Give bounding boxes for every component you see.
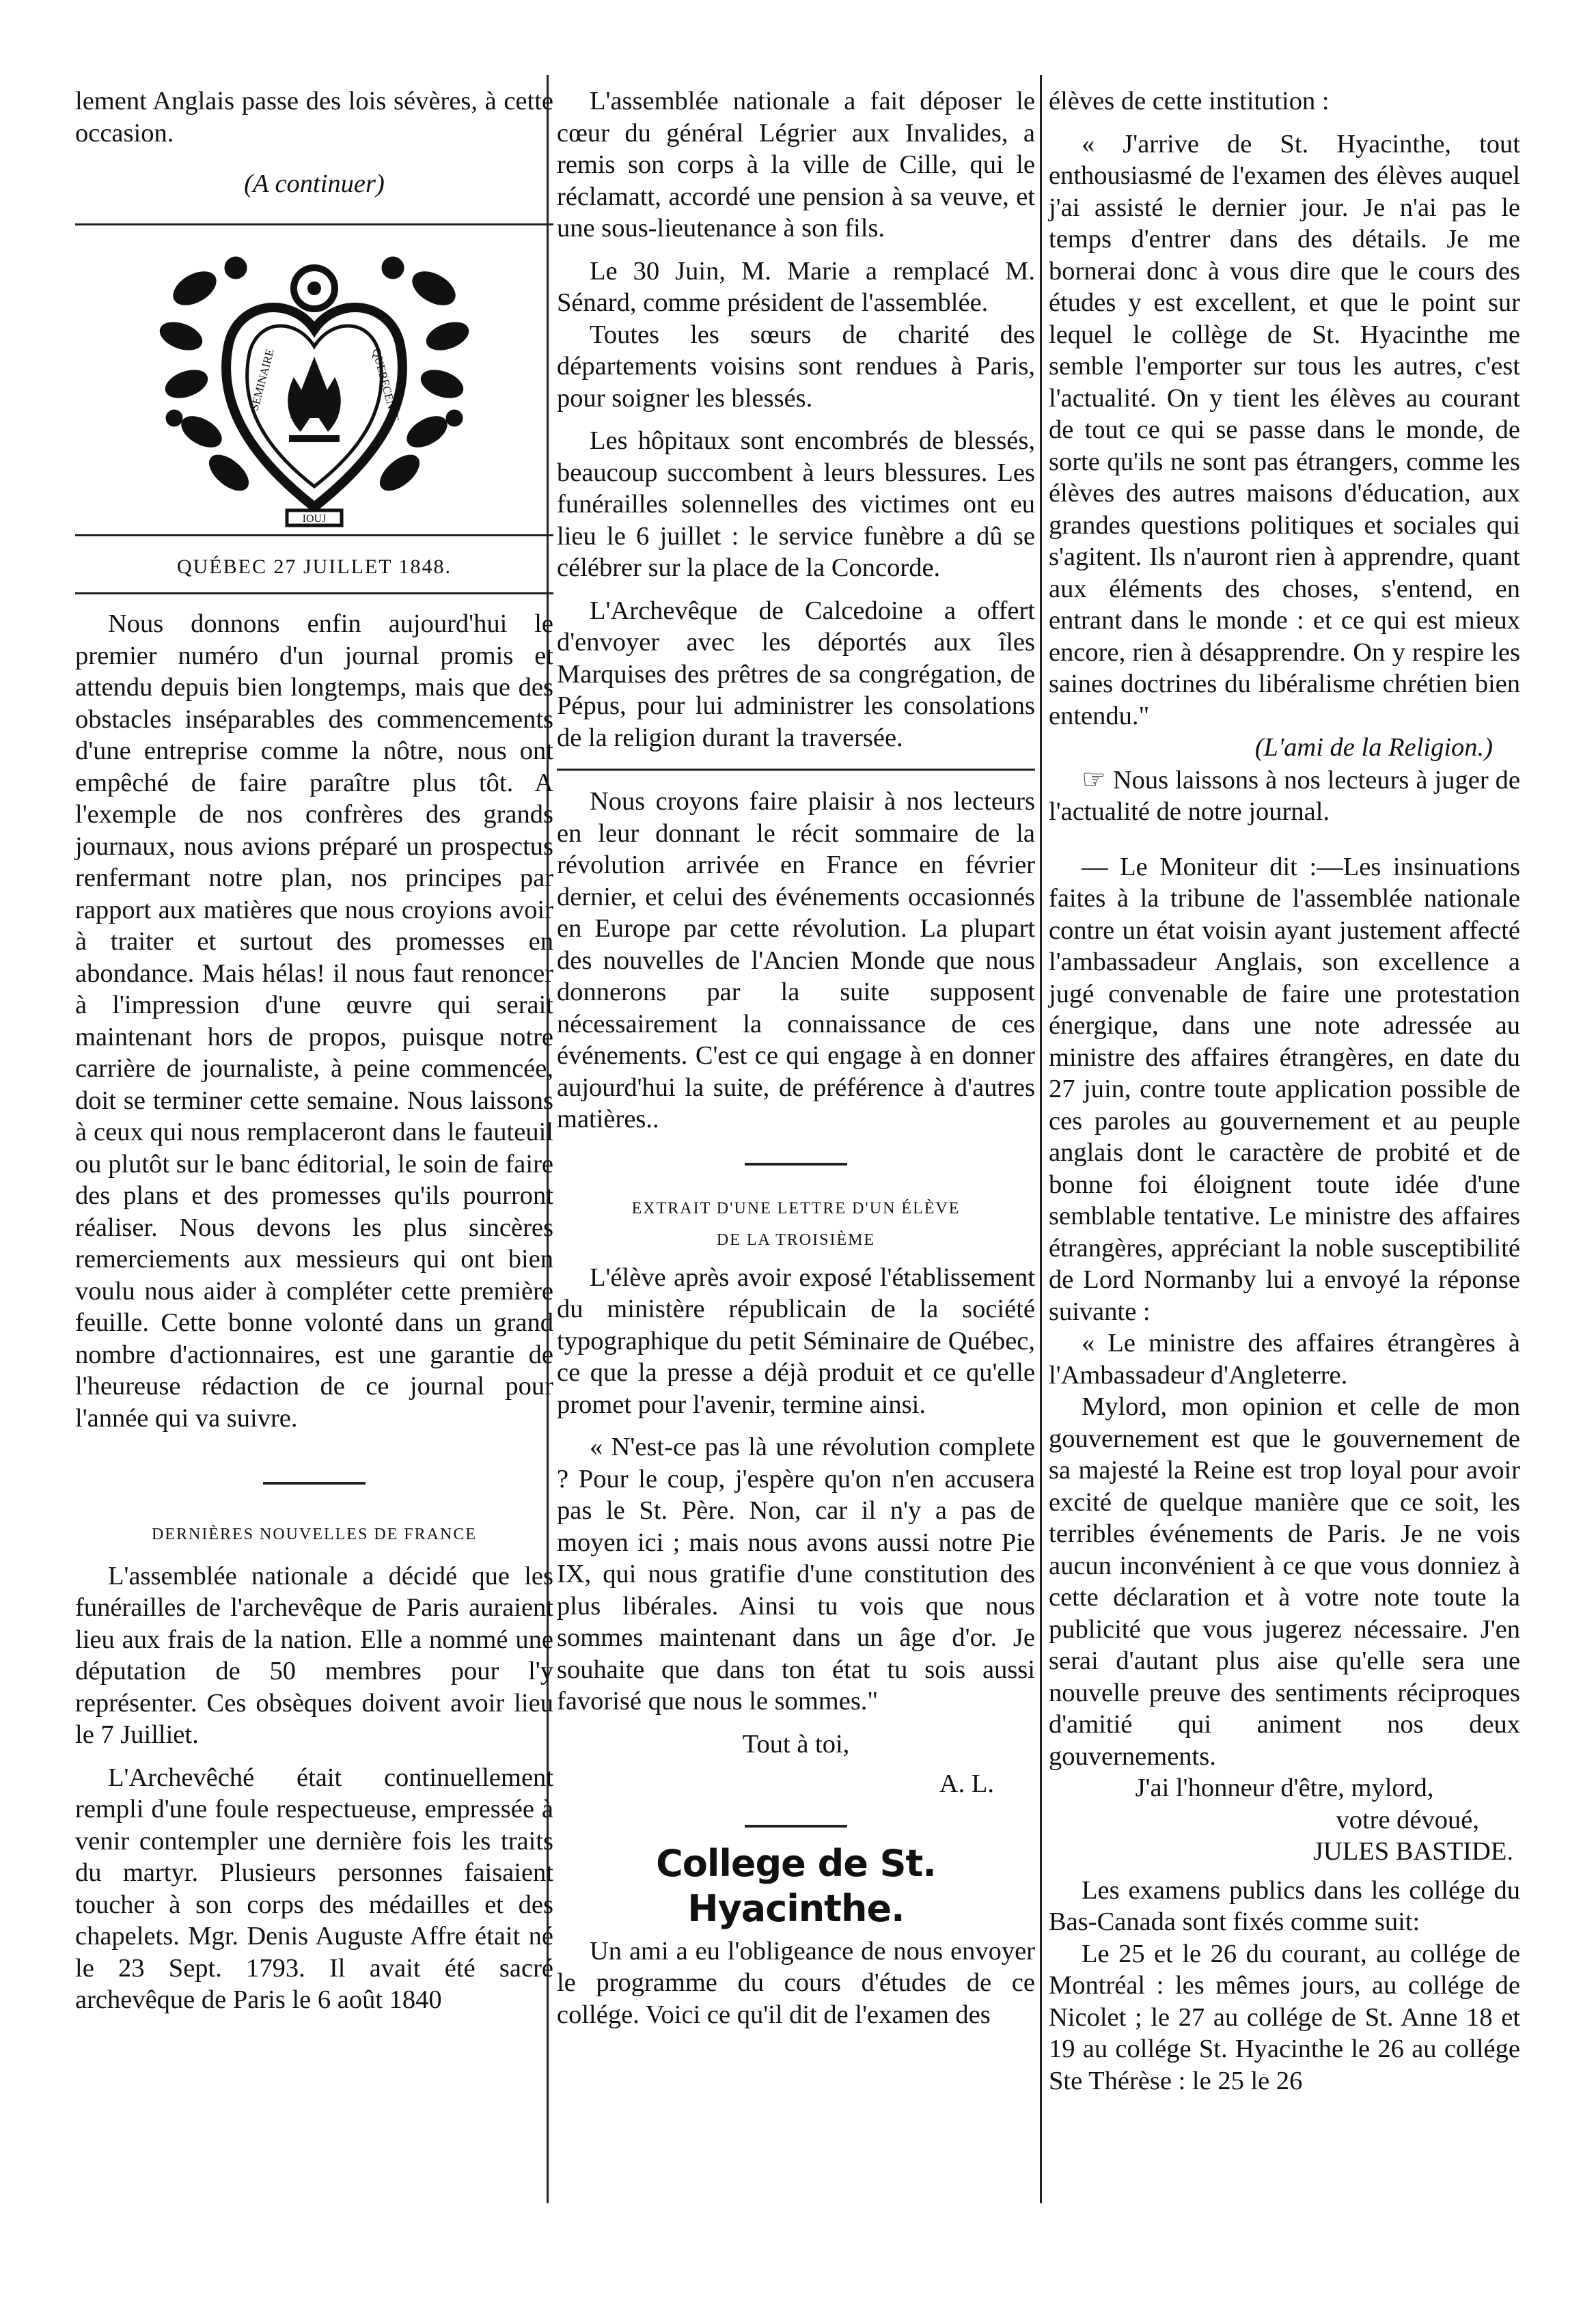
divider — [557, 769, 1035, 771]
article-paragraph: — Le Moniteur dit :—Les insinuations faites à la tribune de l'assemblée nationale contre un état voisin ayant justement affecté l'ambassadeur Anglais, son excellence a jugé convenable de faire une protestation énergique, dans une note adressée au ministre des affaires étrangères, en date du 27 juin, contre toute application possible de ces paroles au gouvernement et au peuple anglais dont le caractère de probité et de bonne foi éloignent toute idée d'une semblable tentative. Le ministre des affaires étrangères, appréciant la noble susceptibilité de Lord Normanby lui a envoyé la réponse suivante : — [1049, 852, 1520, 1326]
seal-banner-text: IOUJ — [302, 512, 327, 525]
short-rule — [745, 1163, 847, 1166]
article-paragraph: élèves de cette institution : — [1049, 87, 1330, 115]
letter-initials: A. L. — [939, 1769, 994, 1798]
letter-devoue: votre dévoué, — [1336, 1805, 1479, 1834]
article-paragraph: L'Archevêque de Calcedoine a offert d'envoyer avec les déportés aux îles Marquises des prêtres de sa congrégation, de Pépus, pour lui administrer les consolations de la religion durant la traversée. — [557, 596, 1035, 752]
pointing-hand-icon: ☞ — [1082, 763, 1106, 795]
extrait-heading-sub: DE LA TROISIÈME — [716, 1231, 876, 1249]
article-paragraph: Les hôpitaux sont encombrés de blessés, beaucoup succombent à leurs blessures. Les funérailles solennelles des victimes ont eu lieu le 6 juillet : le service funèbre a dû se célébrer sur la place de la Concorde. — [557, 426, 1035, 582]
letter-body: Mylord, mon opinion et celle de mon gouvernement est que le gouvernement de sa majesté la Reine est trop loyal pour avoir excité de quelque manière que ce soit, les terribles événements de Paris. Je ne vois aucun inconvénient à ce que vous donniez à cette déclaration et à votre note toute la publicité que vous jugerez nécessaire. J'en serai d'autant plus aise qu'elle sera une nouvelle preuve des sentiments réciproques d'amitié qui animent nos deux gouvernements. — [1049, 1392, 1520, 1771]
source-citation: (L'ami de la Religion.) — [1254, 733, 1493, 762]
divider — [75, 534, 553, 536]
article-paragraph: L'élève après avoir exposé l'établissement du ministère républicain de la société typographique du petit Séminaire de Québec, ce que la presse a déjà produit et ce qu'elle promet pour l'avenir, termine ainsi. — [557, 1263, 1035, 1419]
college-title: College de St. Hyacinthe. — [656, 1841, 936, 1930]
seal-left-text: SEMINAIRE — [247, 347, 277, 412]
editorial-paragraph: Nous donnons enfin aujourd'hui le premier numéro d'un journal promis et attendu depuis bien longtemps, mais que des obstacles inséparables des commencements d'une entreprise comme la nôtre, nous ont empêché de faire paraître plus tôt. A l'exemple de nos confrères des grands journaux, nous avions préparé un prospectus renfermant notre plan, nos principes par rapport aux matières que nous croyions avoir à traiter et surtout des promesses en abondance. Mais hélas! il nous faut renoncer à l'impression d'une œuvre qui serait maintenant hors de propos, puisque notre carrière de journaliste, à peine commencée, doit se terminer cette semaine. Nous laissons à ceux qui nous remplaceront dans le fauteuil ou plutôt sur le banc éditorial, le soin de faire des plans et des promesses qu'ils pourront réaliser. Nous devons les plus sincères remerciements aux messieurs qui ont bien voulu nous aider à compléter cette première feuille. Cette bonne volonté dans un grand nombre d'actionnaires, est une garantie de l'heureuse rédaction de ce journal pour l'année qui va suivre. — [75, 609, 553, 1433]
divider — [75, 223, 553, 225]
article-paragraph: Nous croyons faire plaisir à nos lecteurs en leur donnant le récit sommaire de la révolution arrivée en France en février dernier, et celui des événements occasionnés en Europe par cette révolution. La plupart des nouvelles de l'Ancien Monde que nous donnerons par la suite supposent nécessairement la connaissance de ces événements. C'est ce qui engage à en donner aujourd'hui la suite, de préférence à d'autres matières.. — [557, 787, 1035, 1133]
letter-signature: JULES BASTIDE. — [1312, 1837, 1513, 1866]
news-paragraph: L'assemblée nationale a décidé que les funérailles de l'archevêque de Paris auraient lieu aux frais de la nation. Elle a nommé une députation de 50 membres pour l'y représenter. Ces obsèques doivent avoir lieu le 7 Juilliet. — [75, 1561, 553, 1749]
column-1 — [75, 85, 553, 2016]
editor-note — [1049, 764, 1520, 828]
column-2 — [557, 85, 1035, 2030]
news-paragraph: L'Archevêché était continuellement rempli d'une foule respectueuse, empressée à venir contempler une dernière fois les traits du martyr. Plusieurs personnes faisaient toucher à son corps des médailles et des chapelets. Mgr. Denis Auguste Affre était né le 23 Sept. 1793. Il avait été sacré archevêque de Paris le 6 août 1840 — [75, 1763, 553, 2014]
article-paragraph: Un ami a eu l'obligeance de nous envoyer le programme du cours d'études de ce collége. Voici ce qu'il dit de l'examen des — [557, 1936, 1035, 2029]
seminary-seal-icon — [154, 240, 475, 527]
seal-right-text: QUEBECENSE — [370, 346, 402, 424]
letter-heading: « Le ministre des affaires étrangères à l'Ambassadeur d'Angleterre. — [1049, 1329, 1520, 1390]
extrait-heading: EXTRAIT D'UNE LETTRE D'UN ÉLÈVE — [631, 1199, 961, 1217]
col1-continued-text: lement Anglais passe des lois sévères, à cette occasion. — [75, 87, 553, 148]
letter-closing: Tout à toi, — [742, 1729, 850, 1759]
to-be-continued: (A continuer) — [244, 169, 385, 198]
column-divider-right — [1040, 75, 1042, 2203]
article-paragraph: L'assemblée nationale a fait déposer le cœur du général Légrier aux Invalides, a remis son corps à la ville de Cille, qui le réclamatt, accordé une pension à sa veuve, et une sous-lieutenance à son fils. — [557, 87, 1035, 243]
column-3 — [1049, 85, 1520, 2097]
dateline: QUÉBEC 27 JUILLET 1848. — [176, 555, 452, 578]
quoted-letter: « N'est-ce pas là une révolution complete ? Pour le coup, j'espère qu'on n'en accusera pas le St. Père. Non, car il n'y a pas de moyen ici ; mais nous avons aussi notre Pie IX, qui nous gratifie d'une constitution des plus libérales. Ainsi tu vois que nous sommes maintenant dans un âge d'or. Je souhaite que dans ton état tu sois aussi favorisé que nous le sommes." — [557, 1433, 1035, 1716]
article-paragraph: Le 25 et le 26 du courant, au collége de Montréal : les mêmes jours, au collége de Nicolet ; le 27 au collége de St. Anne 18 et 19 au collége St. Hyacinthe le 26 au collége Ste Thérèse : le 25 le 26 — [1049, 1939, 1520, 2095]
divider — [75, 592, 553, 594]
short-rule — [263, 1482, 366, 1485]
editor-note-text: Nous laissons à nos lecteurs à juger de l'actualité de notre journal. — [1049, 765, 1520, 826]
short-rule — [745, 1825, 847, 1828]
quoted-report: « J'arrive de St. Hyacinthe, tout enthousiasmé de l'examen des élèves auquel j'ai assisté le dernier jour. Je n'ai pas le temps d'entrer dans des détails. Je me bornerai donc à vous dire que le cours des études y est excellent, et que le point sur lequel le collège de St. Hyacinthe me semble l'emporter sur tous les autres, c'est l'actualité. On y tient les élèves au courant de tout ce qui se passe dans le monde, de sorte qu'ils ne sont pas étrangers, comme les élèves des autres maisons d'éducation, aux grandes questions politiques et sociales qui s'agitent. Ils n'auront rien à apprendre, quant aux éléments des choses, s'entend, en entrant dans le monde : et ce qui est mieux encore, rien à désapprendre. On y respire les saines doctrines du libéralisme chrétien bien entendu." — [1049, 129, 1520, 730]
article-paragraph: Les examens publics dans les collége du Bas-Canada sont fixés comme suit: — [1049, 1875, 1520, 1936]
article-paragraph: Toutes les sœurs de charité des départements voisins sont rendues à Paris, pour soigner les blessés. — [557, 320, 1035, 413]
letter-honour: J'ai l'honneur d'être, mylord, — [1135, 1774, 1434, 1802]
news-heading: DERNIÈRES NOUVELLES DE FRANCE — [152, 1526, 477, 1543]
article-paragraph: Le 30 Juin, M. Marie a remplacé M. Sénard, comme président de l'assemblée. — [557, 256, 1035, 317]
